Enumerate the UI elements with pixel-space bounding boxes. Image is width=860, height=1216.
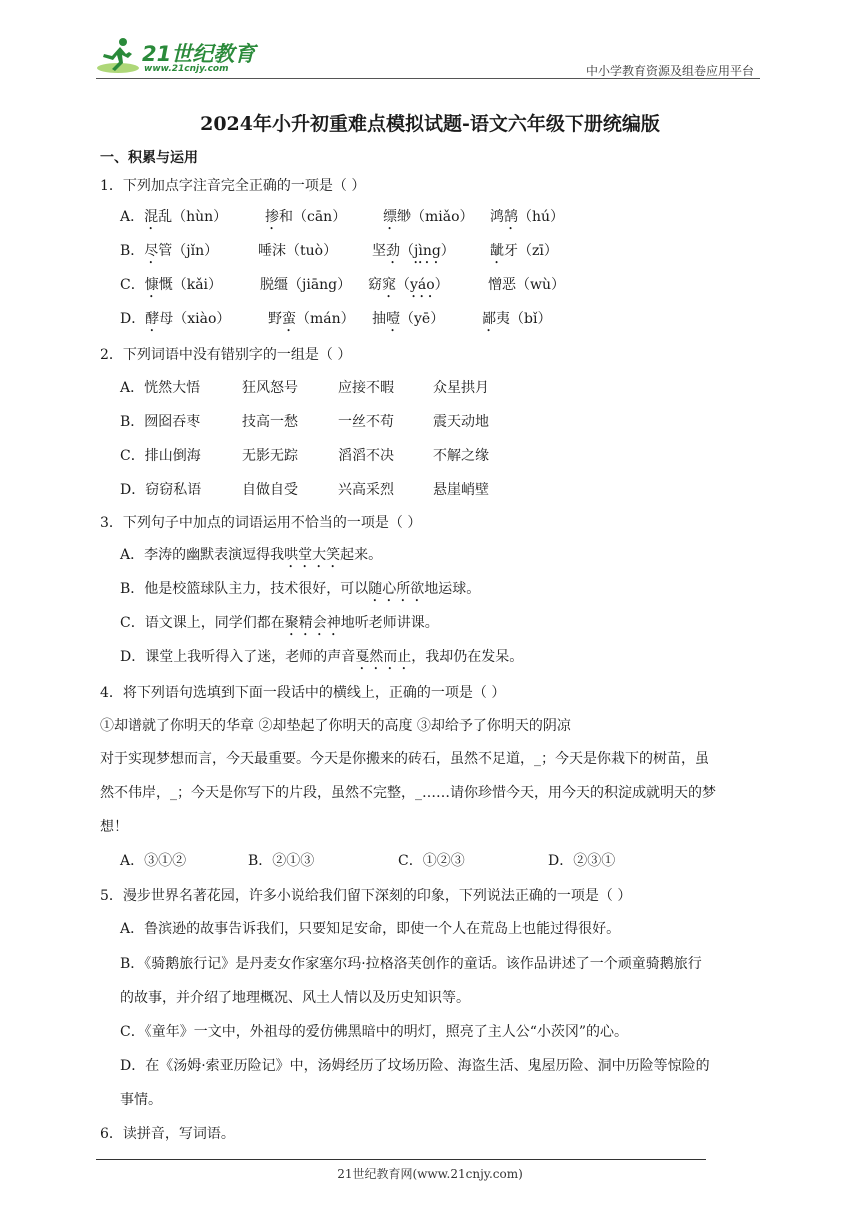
- footer-divider: [96, 1159, 706, 1160]
- question-3-stem: 3．下列句子中加点的词语运用不恰当的一项是（ ）: [100, 515, 422, 531]
- question-1-stem: 1．下列加点字注音完全正确的一项是（ ）: [100, 178, 366, 194]
- q4-passage-line-3: 想！: [100, 819, 128, 835]
- header-divider: [96, 78, 760, 79]
- section-heading: 一、积累与运用: [100, 150, 198, 166]
- q2-option-d: D．窃窃私语 自做自受 兴高采烈 悬崖峭壁: [120, 482, 489, 498]
- q3-option-c: C．语文课上，同学们都在聚精会神地听老师讲课。: [120, 615, 439, 631]
- q3-option-d: D．课堂上我听得入了迷，老师的声音戛然而止，我却仍在发呆。: [120, 649, 524, 665]
- q5-option-a: A．鲁滨逊的故事告诉我们，只要知足安命，即使一个人在荒岛上也能过得很好。: [120, 921, 621, 937]
- q3-option-b: B．他是校篮球队主力，技术很好，可以随心所欲地运球。: [120, 581, 481, 597]
- q5-option-d-line-1: D．在《汤姆·索亚历险记》中，汤姆经历了坟场历险、海盗生活、鬼屋历险、洞中历险等惊险的: [120, 1058, 710, 1074]
- page-title: 2024年小升初重难点模拟试题-语文六年级下册统编版: [200, 113, 660, 135]
- q5-option-b-line-1: B．《骑鹅旅行记》是丹麦女作家塞尔玛·拉格洛芙创作的童话。该作品讲述了一个顽童骑鹅旅行: [120, 956, 702, 972]
- q1-option-a: A．混乱（hùn） 掺和（cān） 缥缈（miǎo） 鸿鹄（hú）: [120, 209, 565, 225]
- q4-items: ①却谱就了你明天的华章 ②却垫起了你明天的高度 ③却给予了你明天的阴凉: [100, 718, 571, 734]
- q5-option-c: C．《童年》一文中，外祖母的爱仿佛黑暗中的明灯，照亮了主人公“小茨冈”的心。: [120, 1024, 629, 1040]
- question-6-stem: 6．读拼音，写词语。: [100, 1126, 235, 1142]
- q4-passage-line-1: 对于实现梦想而言，今天最重要。今天是你搬来的砖石，虽然不足道，_；今天是你栽下的树苗，虽: [100, 751, 709, 767]
- q5-option-b-line-2: 的故事，并介绍了地理概况、风土人情以及历史知识等。: [120, 990, 470, 1006]
- q4-option-a: A．③①②: [120, 853, 187, 869]
- logo-url: www.21cnjy.com: [144, 64, 229, 74]
- platform-name: 中小学教育资源及组卷应用平台: [585, 64, 754, 78]
- question-5-stem: 5．漫步世界名著花园，许多小说给我们留下深刻的印象，下列说法正确的一项是（ ）: [100, 888, 632, 904]
- q1-option-b: B．尽管（jǐn） 唾沫（tuò） 坚劲（jìng） 龇牙（zī）: [120, 243, 558, 259]
- q2-option-c: C．排山倒海 无影无踪 滔滔不决 不解之缘: [120, 448, 489, 464]
- logo-text: 21世纪教育: [142, 42, 256, 66]
- q4-option-d: D．②③①: [548, 853, 616, 869]
- runner-logo-icon: [96, 36, 140, 76]
- q4-option-b: B．②①③: [248, 853, 315, 869]
- q1-option-c: C．慷慨（kǎi） 脱缰（jiāng） 窈窕（yáo） 憎恶（wù）: [120, 277, 565, 293]
- q2-option-b: B．囫囵吞枣 技高一愁 一丝不苟 震天动地: [120, 414, 489, 430]
- q1-option-d: D．酵母（xiào） 野蛮（mán） 抽噎（yē） 鄙夷（bǐ）: [120, 311, 552, 327]
- question-2-stem: 2．下列词语中没有错别字的一组是（ ）: [100, 347, 352, 363]
- q3-option-a: A．李涛的幽默表演逗得我哄堂大笑起来。: [120, 547, 383, 563]
- q4-option-c: C．①②③: [398, 853, 465, 869]
- q5-option-d-line-2: 事情。: [120, 1092, 162, 1108]
- page-header: [96, 34, 760, 80]
- site-logo: [96, 34, 256, 78]
- q2-option-a: A．恍然大悟 狂风怒号 应接不暇 众星拱月: [120, 380, 489, 396]
- q4-passage-line-2: 然不伟岸，_；今天是你写下的片段，虽然不完整，_……请你珍惜今天，用今天的积淀成就明天的梦: [100, 785, 716, 801]
- question-4-stem: 4．将下列语句选填到下面一段话中的横线上，正确的一项是（ ）: [100, 685, 506, 701]
- page-footer: 21世纪教育网(www.21cnjy.com): [337, 1167, 523, 1181]
